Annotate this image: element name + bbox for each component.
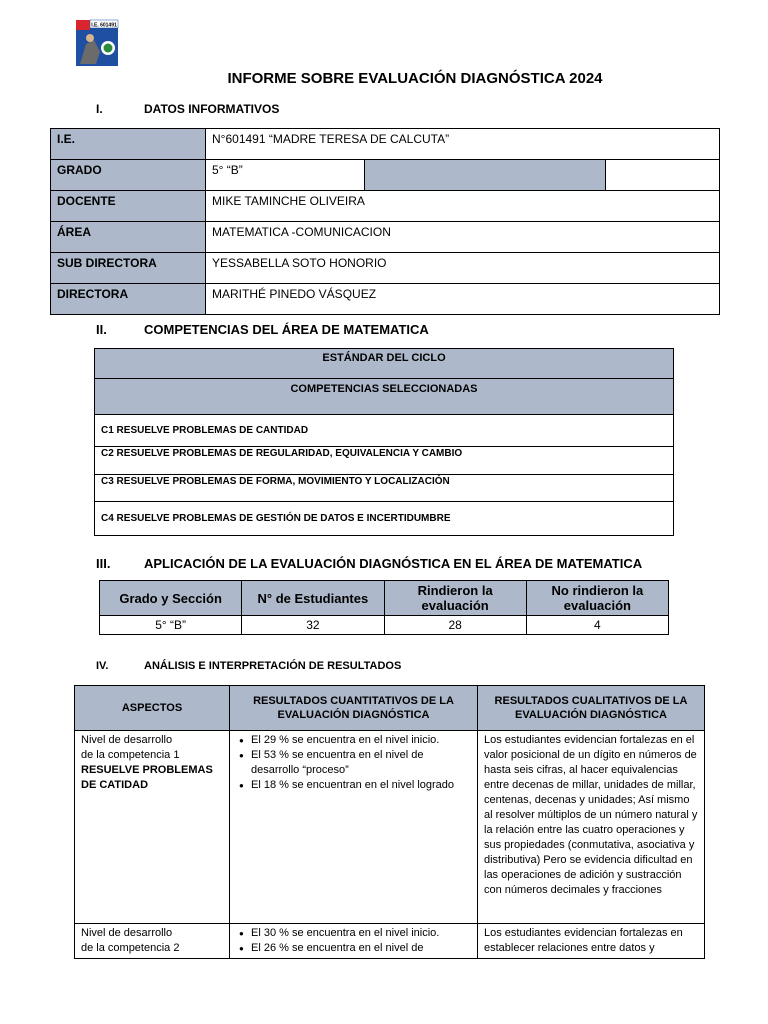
section-4-title: ANÁLISIS E INTERPRETACIÓN DE RESULTADOS (144, 660, 402, 672)
value-no-rindieron: 4 (526, 616, 668, 635)
section-4-heading (96, 660, 496, 674)
section-1-heading (96, 102, 396, 118)
competencias-header: COMPETENCIAS SELECCIONADAS (95, 379, 674, 415)
section-2-heading (96, 322, 696, 338)
qualitative-cell-1: Los estudiantes evidencian fortalezas en el valor posicional de un dígito en números de hasta seis cifras, al hacer equivalencias entre decenas de millar, unidades de millar, centenas, decenas y unidades; Así mismo al resolver múltiplos de un número natural y la relación entre las cuatro operaciones y sus propiedades (conmutativa, asociativa y distributiva) Pero se evidencia dificultad en las operaciones de adición y sustracción con números decimales y fracciones (478, 731, 705, 924)
logo-text: I.E. 601491 (91, 22, 117, 29)
bullet-list (236, 926, 471, 956)
value-grado: 5° “B” (206, 160, 365, 191)
header-no-rindieron: No rindieron la evaluación (526, 581, 668, 616)
bullet-item: ● El 18 % se encuentran en el nivel logrado (251, 778, 471, 793)
label-directora: DIRECTORA (51, 284, 206, 315)
bullet-item: ● El 30 % se encuentra en el nivel inicio. (251, 926, 471, 941)
bullet-list (236, 733, 471, 793)
value-area: MATEMATICA -COMUNICACION (206, 222, 720, 253)
label-ie: I.E. (51, 129, 206, 160)
school-logo (72, 18, 122, 68)
label-grado: GRADO (51, 160, 206, 191)
aspect-line-1: Nivel de desarrollo (81, 734, 173, 746)
header-rindieron: Rindieron la evaluación (384, 581, 526, 616)
section-4-number: IV. (96, 660, 109, 672)
analisis-table (74, 685, 705, 959)
aspect-competency: RESUELVE PROBLEMAS DE CATIDAD (81, 764, 213, 791)
header-aspectos: ASPECTOS (75, 686, 230, 731)
aspect-line-1: Nivel de desarrollo (81, 927, 173, 939)
section-1-title: DATOS INFORMATIVOS (144, 102, 280, 116)
header-grado-seccion: Grado y Sección (100, 581, 242, 616)
section-1-number: I. (96, 102, 103, 116)
value-n-estudiantes: 32 (242, 616, 384, 635)
section-3-title: APLICACIÓN DE LA EVALUACIÓN DIAGNÓSTICA EN EL ÁREA DE MATEMATICA (144, 556, 643, 571)
header-n-estudiantes: N° de Estudiantes (242, 581, 384, 616)
aspect-cell-1 (75, 731, 230, 924)
section-2-number: II. (96, 322, 107, 337)
label-docente: DOCENTE (51, 191, 206, 222)
estandar-header: ESTÁNDAR DEL CICLO (95, 349, 674, 379)
competency-c1: C1 RESUELVE PROBLEMAS DE CANTIDAD (95, 415, 674, 447)
label-area: ÁREA (51, 222, 206, 253)
value-grado-seccion: 5° “B” (100, 616, 242, 635)
section-3-number: III. (96, 556, 111, 571)
competencias-table (94, 348, 674, 536)
qualitative-cell-2: Los estudiantes evidencian fortalezas en establecer relaciones entre datos y (478, 924, 705, 959)
competency-c2: C2 RESUELVE PROBLEMAS DE REGULARIDAD, EQUIVALENCIA Y CAMBIO (95, 447, 674, 475)
empty-cell (606, 160, 720, 191)
quantitative-cell-1 (230, 731, 478, 924)
aspect-cell-2 (75, 924, 230, 959)
value-directora: MARITHÉ PINEDO VÁSQUEZ (206, 284, 720, 315)
label-subdirectora: SUB DIRECTORA (51, 253, 206, 284)
value-rindieron: 28 (384, 616, 526, 635)
quantitative-cell-2 (230, 924, 478, 959)
datos-informativos-table (50, 128, 720, 315)
header-cualitativos: RESULTADOS CUALITATIVOS DE LA EVALUACIÓN DIAGNÓSTICA (478, 686, 705, 731)
section-2-title: COMPETENCIAS DEL ÁREA DE MATEMATICA (144, 322, 429, 337)
aplicacion-table (99, 580, 669, 635)
section-3-heading (96, 556, 736, 572)
competency-c3: C3 RESUELVE PROBLEMAS DE FORMA, MOVIMIENTO Y LOCALIZACIÓN (95, 475, 674, 502)
aspect-line-2: de la competencia 2 (81, 942, 180, 954)
bullet-item: ● El 29 % se encuentra en el nivel inicio. (251, 733, 471, 748)
page-title: INFORME SOBRE EVALUACIÓN DIAGNÓSTICA 2024 (227, 70, 603, 87)
aspect-line-2: de la competencia 1 (81, 749, 180, 761)
competency-c4: C4 RESUELVE PROBLEMAS DE GESTIÓN DE DATOS E INCERTIDUMBRE (95, 502, 674, 536)
value-docente: MIKE TAMINCHE OLIVEIRA (206, 191, 720, 222)
bullet-item: ● El 53 % se encuentra en el nivel de desarrollo “proceso” (251, 748, 471, 778)
empty-shaded-cell (365, 160, 606, 191)
bullet-item: ● El 26 % se encuentra en el nivel de (251, 941, 471, 956)
value-ie: N°601491 “MADRE TERESA DE CALCUTA” (206, 129, 720, 160)
header-cuantitativos: RESULTADOS CUANTITATIVOS DE LA EVALUACIÓN DIAGNÓSTICA (230, 686, 478, 731)
value-subdirectora: YESSABELLA SOTO HONORIO (206, 253, 720, 284)
